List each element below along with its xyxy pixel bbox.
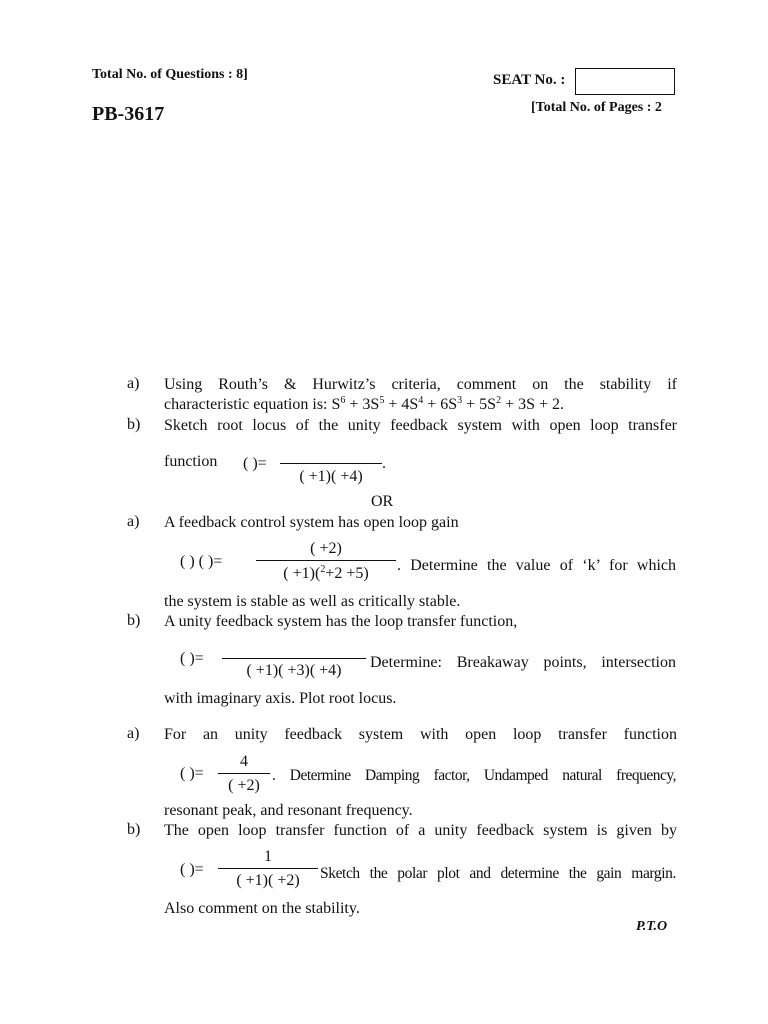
q3b-lhs: ( )= — [180, 861, 204, 878]
q2a-denominator — [256, 565, 396, 583]
q3b-line1: The open loop transfer function of a unity feedback system is given by — [164, 822, 677, 839]
q2a-line3: the system is stable as well as critically stable. — [164, 593, 461, 610]
q2a-fraction-bar — [256, 560, 396, 561]
q3b-line3: Also comment on the stability. — [164, 900, 360, 917]
q2b-fraction — [222, 641, 366, 687]
paper-code: PB-3617 — [92, 103, 165, 125]
q2a-trailing: . Determine the value of ‘k’ for which — [397, 557, 676, 574]
q2b-line3: with imaginary axis. Plot root locus. — [164, 690, 397, 707]
q3b-denominator: ( +1)( +2) — [236, 872, 300, 889]
q1b-label: b) — [127, 416, 141, 433]
q2a-numerator: ( +2) — [310, 540, 342, 557]
q1a-eq-exp-4: 4 — [418, 395, 424, 406]
q2b-fraction-bar — [222, 658, 366, 659]
q3a-trailing: . Determine Damping factor, Undamped natural frequency, — [272, 767, 676, 784]
q3b-numerator: 1 — [264, 848, 272, 865]
seat-number-box[interactable] — [575, 68, 675, 95]
q3a-line1: For an unity feedback system with open loop transfer function — [164, 726, 677, 743]
q1b-fraction — [280, 443, 382, 489]
q1a-line1: Using Routh’s & Hurwitz’s criteria, comment on the stability if — [164, 376, 677, 393]
q2a-fraction — [256, 540, 396, 586]
q2a-den-part1: ( +1)( — [283, 565, 321, 582]
q1a-eq-term: + 6S — [423, 396, 458, 413]
q3b-trailing: Sketch the polar plot and determine the gain margin. — [320, 865, 676, 882]
q1a-label: a) — [127, 375, 140, 392]
q3b-label: b) — [127, 821, 141, 838]
q1a-eq-term: + 3S + 2. — [501, 396, 565, 413]
q3a-label: a) — [127, 725, 140, 742]
q1b-fraction-bar — [280, 463, 382, 464]
q2a-den-sup: 2 — [320, 564, 326, 575]
q2b-denominator: ( +1)( +3)( +4) — [246, 662, 342, 679]
q2b-label: b) — [127, 612, 141, 629]
q1a-eq-exp-2: 2 — [496, 395, 502, 406]
q3a-fraction — [218, 753, 270, 799]
or-separator: OR — [371, 493, 394, 510]
q1b-lhs: ( )= — [243, 455, 267, 472]
q1a-line2-text: characteristic equation is: S — [164, 396, 341, 413]
q3a-line3: resonant peak, and resonant frequency. — [164, 802, 413, 819]
total-pages: [Total No. of Pages : 2 — [531, 100, 662, 115]
q1a-eq-term: + 4S — [384, 396, 419, 413]
q1a-eq-exp-6: 6 — [340, 395, 346, 406]
q2b-trailing: Determine: Breakaway points, intersection — [370, 654, 676, 671]
q1a-eq-term: + 3S — [345, 396, 380, 413]
q2a-line1: A feedback control system has open loop gain — [164, 514, 459, 531]
q1b-trailing: . — [382, 455, 386, 472]
q1b-function-word: function — [164, 453, 218, 470]
q2a-label: a) — [127, 513, 140, 530]
q2b-lhs: ( )= — [180, 650, 204, 667]
q2a-den-part2: +2 +5) — [325, 565, 369, 582]
q1a-line2 — [164, 395, 564, 415]
q3b-fraction — [218, 848, 318, 894]
q3a-lhs: ( )= — [180, 765, 204, 782]
total-questions: Total No. of Questions : 8] — [92, 67, 248, 82]
q1a-eq-term: + 5S — [462, 396, 497, 413]
q3a-denominator: ( +2) — [228, 777, 260, 794]
pto-footer: P.T.O — [636, 919, 668, 934]
q1b-denominator: ( +1)( +4) — [299, 468, 363, 485]
seat-label: SEAT No. : — [493, 72, 566, 88]
q3b-fraction-bar — [218, 868, 318, 869]
q1a-eq-exp-5: 5 — [379, 395, 385, 406]
q1a-eq-exp-3: 3 — [457, 395, 463, 406]
q2a-lhs: ( ) ( )= — [180, 553, 223, 570]
q1b-line1: Sketch root locus of the unity feedback system with open loop transfer — [164, 417, 677, 434]
q3a-numerator: 4 — [240, 753, 248, 770]
q2b-line1: A unity feedback system has the loop transfer function, — [164, 613, 518, 630]
q3a-fraction-bar — [218, 773, 270, 774]
